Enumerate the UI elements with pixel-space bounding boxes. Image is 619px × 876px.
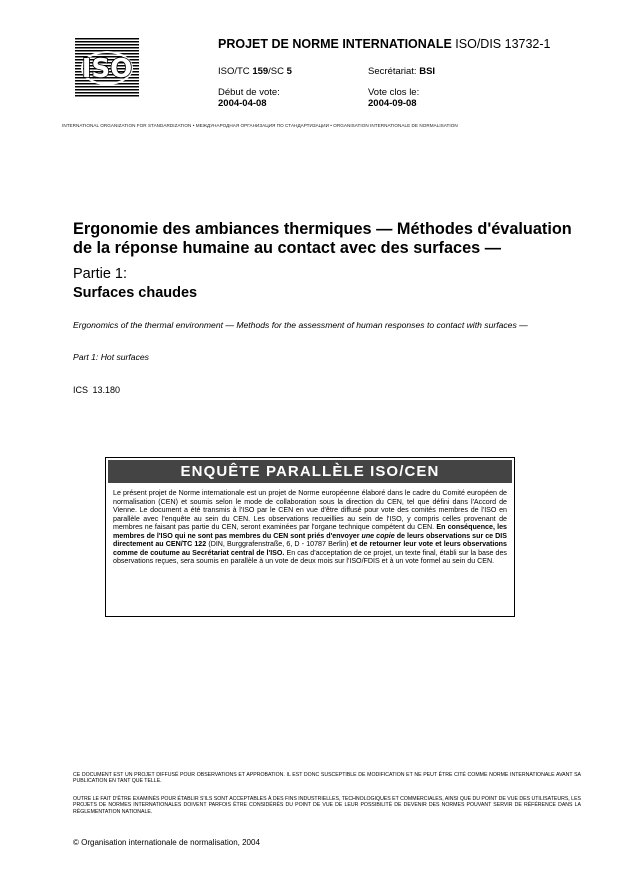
vote-start-date: 2004-04-08 (218, 98, 267, 109)
committee-prefix: ISO/TC (218, 66, 253, 77)
committee-reference (218, 66, 292, 77)
sc-prefix: /SC (268, 66, 287, 77)
notice-paragraph: Le présent projet de Norme internationale est un projet de Norme européenne élaboré dans le cadre du Comité européen de normalisation (CEN) et soumis selon le mode de collaboration sous la direction du CEN, tel que défini dans l'Accord de Vienne. Le document a été transmis à l'ISO par le CEN en vue d'être diffusé pour vote des comités membres de l'ISO en parallèle avec l'enquête au sein du CEN. Les observations recueillies au sein de l'ISO, y compris celles provenant de membres ne faisant pas partie du CEN, seront examinées par l'organe technique compétent du CEN. (113, 489, 507, 531)
part-name: Surfaces chaudes (73, 285, 198, 301)
notice-bold-instruction-2: de leurs observations sur ce DIS directement au CEN/TC 122 (113, 531, 507, 548)
iso-logo (75, 38, 139, 98)
french-title: Ergonomie des ambiances thermiques — Méthodes d'évaluation de la réponse humaine au contact avec des surfaces — (73, 220, 572, 257)
regulatory-disclaimer: OUTRE LE FAIT D'ÊTRE EXAMINÉS POUR ÉTABLIR S'ILS SONT ACCEPTABLES À DES FINS INDUSTRIELLES, TECHNOLOGIQUES ET COMMERCIALES, AINSI QUE DU POINT DE VUE DES UTILISATEURS, LES PROJETS DE NORMES INTERNATIONALES DOIVENT PARFOIS ÊTRE CONSIDÉRÉS DU POINT DE VUE DE LEUR POSSIBILITÉ DE DEVENIR DES NORMES POUVANT SERVIR DE RÉFÉRENCE DANS LA RÉGLEMENTATION NATIONALE. (73, 796, 581, 815)
secretariat (368, 66, 435, 77)
draft-disclaimer: CE DOCUMENT EST UN PROJET DIFFUSÉ POUR OBSERVATIONS ET APPROBATION. IL EST DONC SUSCEPTIBLE DE MODIFICATION ET NE PEUT ÊTRE CITÉ COMME NORME INTERNATIONALE AVANT SA PUBLICATION EN TANT QUE TELLE. (73, 772, 581, 785)
notice-bold-instruction-1: En conséquence, les membres de l'ISO qui ne sont pas membres du CEN sont priés d'envoyer (113, 523, 507, 540)
notice-italic-copy: une copie (361, 531, 395, 540)
secretariat-value: BSI (419, 66, 436, 77)
vote-end-label: Vote clos le: (368, 87, 420, 98)
english-part-title: Part 1: Hot surfaces (73, 352, 149, 362)
vote-end (368, 87, 419, 109)
notice-heading: ENQUÊTE PARALLÈLE ISO/CEN (108, 460, 512, 483)
secretariat-label: Secrétariat: (368, 66, 420, 77)
part-label: Partie 1: (73, 266, 127, 282)
notice-closing: En cas d'acceptation de ce projet, un texte final, établi sur la base des observations reçues, sera soumis en parallèle à un vote de deux mois sur l'ISO/FDIS et à un vote formel au sein du CEN. (113, 548, 507, 565)
iso-logo-text: ISO (81, 54, 133, 84)
notice-bold-instruction-3: et de retourner leur vote et leurs observations comme de coutume au Secrétariat central de l'ISO. (113, 540, 507, 557)
notice-address: (DIN, Burggrafenstraße, 6, D - 10787 Berlin) (208, 540, 349, 548)
document-type: PROJET DE NORME INTERNATIONALE (218, 37, 452, 51)
english-title: Ergonomics of the thermal environment — Methods for the assessment of human responses to contact with surfaces — (73, 320, 528, 330)
ics-code: ICS 13.180 (73, 385, 121, 395)
notice-body (113, 489, 507, 566)
copyright: © Organisation internationale de normalisation, 2004 (73, 838, 260, 847)
tc-number: 159 (252, 66, 269, 77)
document-type-heading (218, 37, 551, 51)
organization-line: INTERNATIONAL ORGANIZATION FOR STANDARDIZATION • МЕЖДУНАРОДНАЯ ОРГАНИЗАЦИЯ ПО СТАНДАРТИЗАЦИИ • ORGANISATION INTERNATIONALE DE NORMALISATION (62, 123, 458, 128)
vote-start-label: Début de vote: (218, 87, 280, 98)
parallel-enquiry-notice (105, 457, 515, 617)
vote-end-date: 2004-09-08 (368, 98, 417, 109)
document-code: ISO/DIS 13732-1 (455, 37, 551, 51)
sc-number: 5 (286, 66, 292, 77)
vote-start (218, 87, 280, 109)
